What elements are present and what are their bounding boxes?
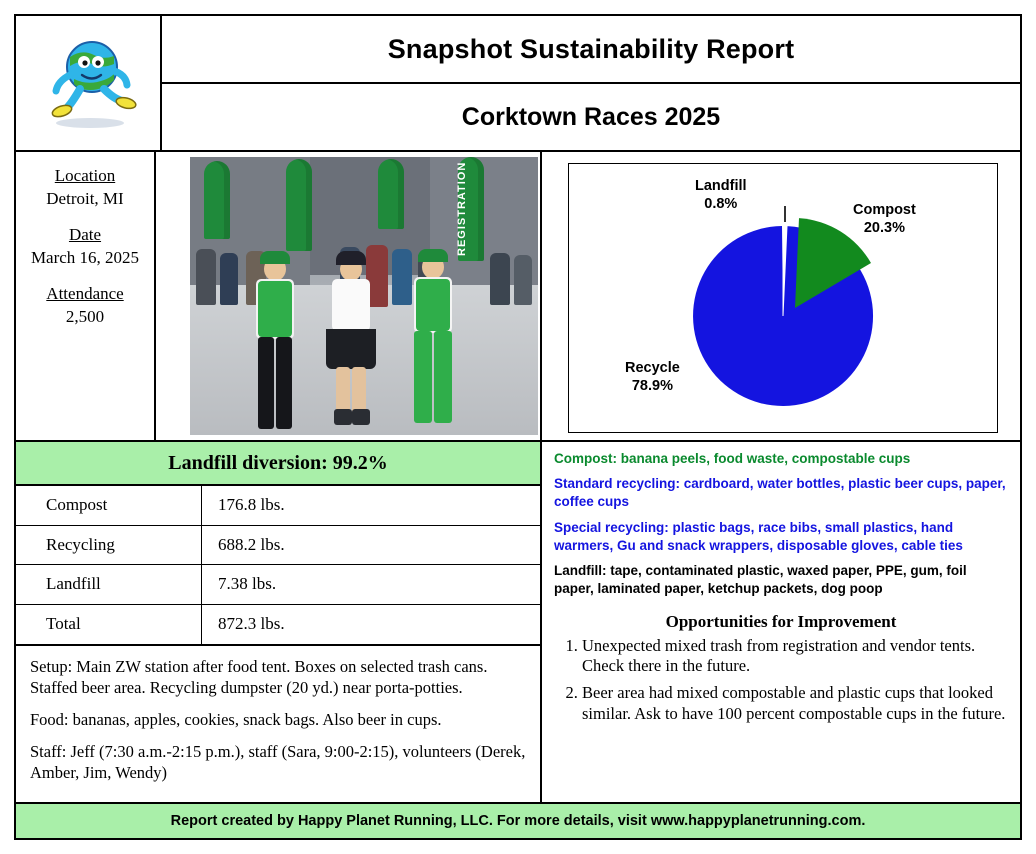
stream-legend	[542, 442, 1020, 608]
note-setup: Setup: Main ZW station after food tent. Boxes on selected trash cans. Staffed beer area. Recycling dumpster (20 yd.) near porta-potties.	[30, 657, 488, 698]
row-value: 7.38 lbs.	[218, 574, 277, 594]
running-globe-logo-icon	[34, 31, 142, 135]
row-value: 872.3 lbs.	[218, 614, 285, 634]
legend-standard-recycling: Standard recycling: cardboard, water bottles, plastic beer cups, paper, coffee cups	[554, 476, 1006, 510]
logo-cell	[16, 16, 162, 150]
opportunities-title: Opportunities for Improvement	[665, 611, 897, 631]
event-photo: REGISTRATION	[190, 157, 538, 435]
notes-block	[16, 646, 540, 802]
table-row	[16, 605, 540, 645]
report-sheet	[14, 14, 1022, 840]
row-label: Total	[16, 605, 202, 645]
landfill-diversion-banner: Landfill diversion: 99.2%	[16, 442, 540, 486]
title-block	[162, 16, 1020, 150]
list-item: 1. Unexpected mixed trash from registration and vendor tents. Check there in the future.	[582, 636, 1008, 678]
location-label: Location	[54, 166, 116, 185]
photo-cell	[156, 152, 546, 440]
legend-special-recycling: Special recycling: plastic bags, race bibs, small plastics, hand warmers, Gu and snack wrappers, disposable gloves, cable ties	[554, 519, 963, 553]
info-and-photo	[16, 152, 540, 442]
chart-label-landfill: Landfill 0.8%	[695, 178, 747, 212]
right-column	[542, 152, 1020, 802]
opportunities-list	[542, 636, 1020, 731]
note-food: Food: bananas, apples, cookies, snack bags. Also beer in cups.	[30, 710, 442, 730]
date-label: Date	[68, 225, 102, 244]
row-label: Recycling	[16, 526, 202, 565]
location-value: Detroit, MI	[46, 189, 124, 208]
table-row	[16, 526, 540, 566]
table-row	[16, 565, 540, 605]
legend-landfill: Landfill: tape, contaminated plastic, waxed paper, PPE, gum, foil paper, laminated paper, ketchup packets, dog poop	[554, 563, 967, 597]
date-value: March 16, 2025	[30, 248, 140, 267]
left-column	[16, 152, 542, 802]
totals-table	[16, 486, 540, 646]
row-label: Compost	[16, 486, 202, 525]
page-subtitle: Corktown Races 2025	[461, 102, 721, 131]
chart-plot-area	[568, 163, 998, 433]
chart-label-compost: Compost 20.3%	[853, 202, 916, 236]
waste-breakdown-chart	[542, 152, 1020, 442]
row-label: Landfill	[16, 565, 202, 604]
header	[16, 16, 1020, 152]
chart-label-recycle: Recycle 78.9%	[625, 360, 680, 394]
body	[16, 152, 1020, 802]
table-row	[16, 486, 540, 526]
row-value: 688.2 lbs.	[218, 534, 285, 554]
event-info	[16, 152, 156, 440]
legend-compost: Compost: banana peels, food waste, compostable cups	[554, 451, 911, 466]
page-title: Snapshot Sustainability Report	[162, 16, 1020, 84]
row-value: 176.8 lbs.	[218, 495, 285, 515]
attendance-label: Attendance	[46, 284, 124, 303]
list-item: 2. Beer area had mixed compostable and plastic cups that looked similar. Ask to have 100 percent compostable cups in the future.	[582, 683, 1008, 725]
footer: Report created by Happy Planet Running, LLC. For more details, visit www.happyplanetrunning.com.	[16, 802, 1020, 838]
attendance-value: 2,500	[65, 307, 105, 326]
note-staff: Staff: Jeff (7:30 a.m.-2:15 p.m.), staff (Sara, 9:00-2:15), volunteers (Derek, Amber, Jim, Wendy)	[30, 742, 526, 783]
